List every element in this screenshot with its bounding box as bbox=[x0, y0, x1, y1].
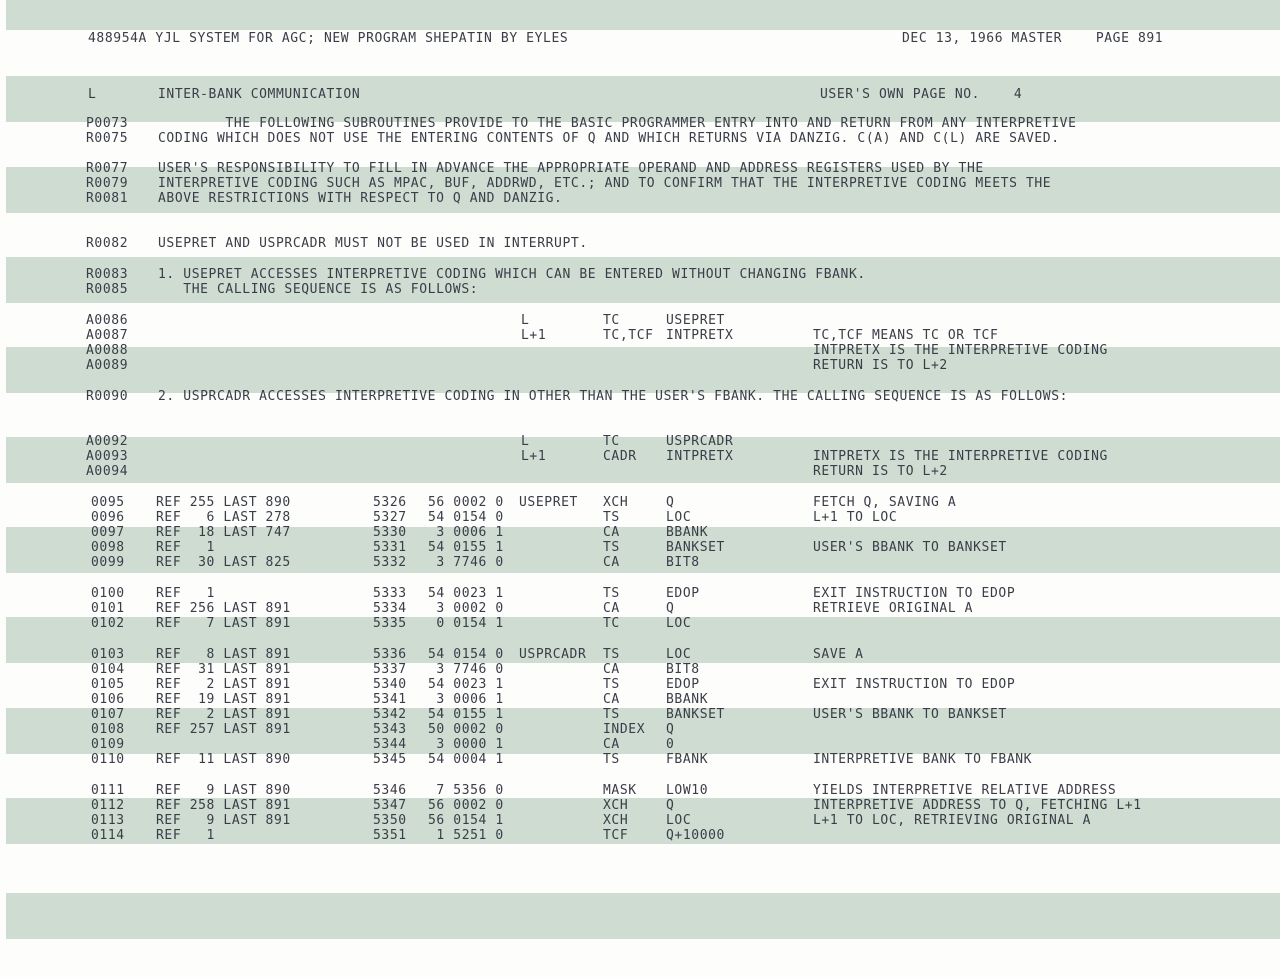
code-octal-word: 3 0002 0 bbox=[428, 601, 504, 616]
code-reference: REF 2 LAST 891 bbox=[156, 707, 291, 722]
code-reference: REF 19 LAST 891 bbox=[156, 692, 291, 707]
note-line-id: R0079 bbox=[86, 176, 129, 191]
code-address: 5335 bbox=[373, 616, 407, 631]
code-opcode: XCH bbox=[603, 813, 629, 828]
code-line-number: 0100 bbox=[91, 586, 125, 601]
seq-location: L bbox=[521, 434, 530, 449]
code-octal-word: 54 0023 1 bbox=[428, 677, 504, 692]
code-comment: FETCH Q, SAVING A bbox=[813, 495, 957, 510]
code-opcode: CA bbox=[603, 662, 620, 677]
code-opcode: XCH bbox=[603, 495, 629, 510]
code-operand: BANKSET bbox=[666, 707, 725, 722]
seq-comment: RETURN IS TO L+2 bbox=[813, 464, 948, 479]
code-label: USPRCADR bbox=[519, 647, 587, 662]
section-marker: L bbox=[88, 87, 97, 102]
code-address: 5343 bbox=[373, 722, 407, 737]
code-line-number: 0101 bbox=[91, 601, 125, 616]
seq-location: L bbox=[521, 313, 530, 328]
code-octal-word: 56 0002 0 bbox=[428, 798, 504, 813]
note-line-text: USER'S RESPONSIBILITY TO FILL IN ADVANCE THE APPROPRIATE OPERAND AND ADDRESS REGISTERS USED BY THE bbox=[158, 161, 984, 176]
code-comment: L+1 TO LOC bbox=[813, 510, 898, 525]
code-reference: REF 256 LAST 891 bbox=[156, 601, 291, 616]
seq-operand: INTPRETX bbox=[666, 449, 734, 464]
seq-comment: RETURN IS TO L+2 bbox=[813, 358, 948, 373]
code-octal-word: 54 0154 0 bbox=[428, 647, 504, 662]
seq-opcode: CADR bbox=[603, 449, 637, 464]
code-opcode: TS bbox=[603, 647, 620, 662]
note-line-id: R0075 bbox=[86, 131, 129, 146]
code-octal-word: 54 0155 1 bbox=[428, 540, 504, 555]
seq-line-id: A0093 bbox=[86, 449, 129, 464]
code-reference: REF 8 LAST 891 bbox=[156, 647, 291, 662]
code-octal-word: 3 0006 1 bbox=[428, 692, 504, 707]
code-octal-word: 54 0023 1 bbox=[428, 586, 504, 601]
note-line-id: R0077 bbox=[86, 161, 129, 176]
code-comment: YIELDS INTERPRETIVE RELATIVE ADDRESS bbox=[813, 783, 1117, 798]
code-comment: USER'S BBANK TO BANKSET bbox=[813, 540, 1007, 555]
code-operand: Q bbox=[666, 722, 675, 737]
note-line-id: R0085 bbox=[86, 282, 129, 297]
code-reference: REF 30 LAST 825 bbox=[156, 555, 291, 570]
code-comment: RETRIEVE ORIGINAL A bbox=[813, 601, 974, 616]
code-octal-word: 54 0154 0 bbox=[428, 510, 504, 525]
code-opcode: TS bbox=[603, 752, 620, 767]
note-line-text: 1. USEPRET ACCESSES INTERPRETIVE CODING WHICH CAN BE ENTERED WITHOUT CHANGING FBANK. bbox=[158, 267, 866, 282]
seq-line-id: A0089 bbox=[86, 358, 129, 373]
paper-band bbox=[6, 893, 1280, 939]
seq-line-id: A0088 bbox=[86, 343, 129, 358]
code-opcode: INDEX bbox=[603, 722, 646, 737]
code-opcode: CA bbox=[603, 737, 620, 752]
seq-operand: INTPRETX bbox=[666, 328, 734, 343]
code-operand: EDOP bbox=[666, 677, 700, 692]
code-opcode: TS bbox=[603, 707, 620, 722]
code-line-number: 0098 bbox=[91, 540, 125, 555]
code-address: 5341 bbox=[373, 692, 407, 707]
code-reference: REF 1 bbox=[156, 828, 215, 843]
code-reference: REF 258 LAST 891 bbox=[156, 798, 291, 813]
code-address: 5333 bbox=[373, 586, 407, 601]
seq-opcode: TC bbox=[603, 434, 620, 449]
code-opcode: CA bbox=[603, 555, 620, 570]
code-address: 5346 bbox=[373, 783, 407, 798]
code-opcode: CA bbox=[603, 601, 620, 616]
code-operand: Q bbox=[666, 798, 675, 813]
code-operand: LOC bbox=[666, 616, 692, 631]
note-line-text: USEPRET AND USPRCADR MUST NOT BE USED IN INTERRUPT. bbox=[158, 236, 588, 251]
code-line-number: 0112 bbox=[91, 798, 125, 813]
code-address: 5342 bbox=[373, 707, 407, 722]
note-line-text: ABOVE RESTRICTIONS WITH RESPECT TO Q AND DANZIG. bbox=[158, 191, 563, 206]
code-octal-word: 3 7746 0 bbox=[428, 662, 504, 677]
seq-comment: INTPRETX IS THE INTERPRETIVE CODING bbox=[813, 343, 1108, 358]
code-operand: FBANK bbox=[666, 752, 709, 767]
code-comment: USER'S BBANK TO BANKSET bbox=[813, 707, 1007, 722]
code-address: 5336 bbox=[373, 647, 407, 662]
code-reference: REF 6 LAST 278 bbox=[156, 510, 291, 525]
note-line-text: THE FOLLOWING SUBROUTINES PROVIDE TO THE BASIC PROGRAMMER ENTRY INTO AND RETURN FROM ANY INTERPRETIVE bbox=[158, 116, 1077, 131]
code-address: 5332 bbox=[373, 555, 407, 570]
code-address: 5340 bbox=[373, 677, 407, 692]
code-line-number: 0110 bbox=[91, 752, 125, 767]
code-reference: REF 9 LAST 890 bbox=[156, 783, 291, 798]
code-octal-word: 56 0154 1 bbox=[428, 813, 504, 828]
code-address: 5344 bbox=[373, 737, 407, 752]
code-line-number: 0096 bbox=[91, 510, 125, 525]
code-reference: REF 2 LAST 891 bbox=[156, 677, 291, 692]
note-line-id: R0082 bbox=[86, 236, 129, 251]
code-address: 5351 bbox=[373, 828, 407, 843]
code-octal-word: 3 7746 0 bbox=[428, 555, 504, 570]
code-operand: BANKSET bbox=[666, 540, 725, 555]
seq-line-id: A0092 bbox=[86, 434, 129, 449]
code-reference: REF 1 bbox=[156, 540, 215, 555]
code-opcode: TC bbox=[603, 616, 620, 631]
code-address: 5334 bbox=[373, 601, 407, 616]
code-comment: SAVE A bbox=[813, 647, 864, 662]
code-line-number: 0113 bbox=[91, 813, 125, 828]
code-address: 5327 bbox=[373, 510, 407, 525]
code-octal-word: 1 5251 0 bbox=[428, 828, 504, 843]
code-address: 5350 bbox=[373, 813, 407, 828]
code-line-number: 0109 bbox=[91, 737, 125, 752]
code-comment: INTERPRETIVE BANK TO FBANK bbox=[813, 752, 1033, 767]
seq-comment: TC,TCF MEANS TC OR TCF bbox=[813, 328, 999, 343]
code-opcode: MASK bbox=[603, 783, 637, 798]
code-label: USEPRET bbox=[519, 495, 578, 510]
code-address: 5347 bbox=[373, 798, 407, 813]
code-address: 5326 bbox=[373, 495, 407, 510]
code-octal-word: 0 0154 1 bbox=[428, 616, 504, 631]
code-operand: BBANK bbox=[666, 692, 709, 707]
code-reference: REF 11 LAST 890 bbox=[156, 752, 291, 767]
section-title: INTER-BANK COMMUNICATION bbox=[158, 87, 361, 102]
seq-operand: USEPRET bbox=[666, 313, 725, 328]
code-comment: INTERPRETIVE ADDRESS TO Q, FETCHING L+1 bbox=[813, 798, 1142, 813]
paper-band bbox=[6, 0, 1280, 30]
code-comment: L+1 TO LOC, RETRIEVING ORIGINAL A bbox=[813, 813, 1092, 828]
code-opcode: TS bbox=[603, 677, 620, 692]
seq-line-id: A0094 bbox=[86, 464, 129, 479]
code-comment: EXIT INSTRUCTION TO EDOP bbox=[813, 677, 1016, 692]
code-operand: BBANK bbox=[666, 525, 709, 540]
code-line-number: 0108 bbox=[91, 722, 125, 737]
code-octal-word: 3 0000 1 bbox=[428, 737, 504, 752]
code-reference: REF 257 LAST 891 bbox=[156, 722, 291, 737]
code-octal-word: 3 0006 1 bbox=[428, 525, 504, 540]
note-line-text: CODING WHICH DOES NOT USE THE ENTERING CONTENTS OF Q AND WHICH RETURNS VIA DANZIG. C(A) AND C(L) ARE SAVED. bbox=[158, 131, 1060, 146]
note-line-text: 2. USPRCADR ACCESSES INTERPRETIVE CODING IN OTHER THAN THE USER'S FBANK. THE CALLING SEQUENCE IS AS FOLLOWS: bbox=[158, 389, 1069, 404]
code-opcode: XCH bbox=[603, 798, 629, 813]
code-reference: REF 9 LAST 891 bbox=[156, 813, 291, 828]
code-line-number: 0104 bbox=[91, 662, 125, 677]
code-address: 5337 bbox=[373, 662, 407, 677]
code-reference: REF 18 LAST 747 bbox=[156, 525, 291, 540]
code-operand: Q bbox=[666, 601, 675, 616]
code-line-number: 0095 bbox=[91, 495, 125, 510]
code-comment: EXIT INSTRUCTION TO EDOP bbox=[813, 586, 1016, 601]
seq-comment: INTPRETX IS THE INTERPRETIVE CODING bbox=[813, 449, 1108, 464]
code-line-number: 0114 bbox=[91, 828, 125, 843]
code-octal-word: 54 0004 1 bbox=[428, 752, 504, 767]
code-operand: 0 bbox=[666, 737, 675, 752]
code-opcode: CA bbox=[603, 525, 620, 540]
header-left: 488954A YJL SYSTEM FOR AGC; NEW PROGRAM SHEPATIN BY EYLES bbox=[88, 31, 569, 46]
code-line-number: 0111 bbox=[91, 783, 125, 798]
note-line-id: R0090 bbox=[86, 389, 129, 404]
code-line-number: 0105 bbox=[91, 677, 125, 692]
code-opcode: TS bbox=[603, 540, 620, 555]
code-operand: BIT8 bbox=[666, 662, 700, 677]
code-reference: REF 7 LAST 891 bbox=[156, 616, 291, 631]
code-octal-word: 7 5356 0 bbox=[428, 783, 504, 798]
code-line-number: 0103 bbox=[91, 647, 125, 662]
seq-line-id: A0086 bbox=[86, 313, 129, 328]
note-line-id: P0073 bbox=[86, 116, 129, 131]
code-reference: REF 31 LAST 891 bbox=[156, 662, 291, 677]
code-line-number: 0099 bbox=[91, 555, 125, 570]
code-operand: LOC bbox=[666, 510, 692, 525]
seq-line-id: A0087 bbox=[86, 328, 129, 343]
note-line-id: R0083 bbox=[86, 267, 129, 282]
seq-opcode: TC bbox=[603, 313, 620, 328]
code-line-number: 0106 bbox=[91, 692, 125, 707]
header-right: DEC 13, 1966 MASTER PAGE 891 bbox=[902, 31, 1164, 46]
code-opcode: TCF bbox=[603, 828, 629, 843]
code-address: 5330 bbox=[373, 525, 407, 540]
seq-opcode: TC,TCF bbox=[603, 328, 654, 343]
seq-location: L+1 bbox=[521, 449, 547, 464]
code-line-number: 0097 bbox=[91, 525, 125, 540]
code-reference: REF 1 bbox=[156, 586, 215, 601]
code-octal-word: 56 0002 0 bbox=[428, 495, 504, 510]
code-operand: EDOP bbox=[666, 586, 700, 601]
code-operand: Q bbox=[666, 495, 675, 510]
code-operand: Q+10000 bbox=[666, 828, 725, 843]
code-opcode: CA bbox=[603, 692, 620, 707]
seq-location: L+1 bbox=[521, 328, 547, 343]
code-address: 5345 bbox=[373, 752, 407, 767]
code-operand: LOC bbox=[666, 813, 692, 828]
code-octal-word: 50 0002 0 bbox=[428, 722, 504, 737]
note-line-text: INTERPRETIVE CODING SUCH AS MPAC, BUF, ADDRWD, ETC.; AND TO CONFIRM THAT THE INTERPRETIVE CODING MEETS THE bbox=[158, 176, 1052, 191]
code-opcode: TS bbox=[603, 510, 620, 525]
users-page-no: USER'S OWN PAGE NO. 4 bbox=[820, 87, 1023, 102]
note-line-text: THE CALLING SEQUENCE IS AS FOLLOWS: bbox=[158, 282, 479, 297]
code-opcode: TS bbox=[603, 586, 620, 601]
seq-operand: USPRCADR bbox=[666, 434, 734, 449]
code-operand: LOW10 bbox=[666, 783, 709, 798]
code-line-number: 0102 bbox=[91, 616, 125, 631]
note-line-id: R0081 bbox=[86, 191, 129, 206]
code-reference: REF 255 LAST 890 bbox=[156, 495, 291, 510]
code-operand: LOC bbox=[666, 647, 692, 662]
code-octal-word: 54 0155 1 bbox=[428, 707, 504, 722]
code-operand: BIT8 bbox=[666, 555, 700, 570]
code-address: 5331 bbox=[373, 540, 407, 555]
code-line-number: 0107 bbox=[91, 707, 125, 722]
